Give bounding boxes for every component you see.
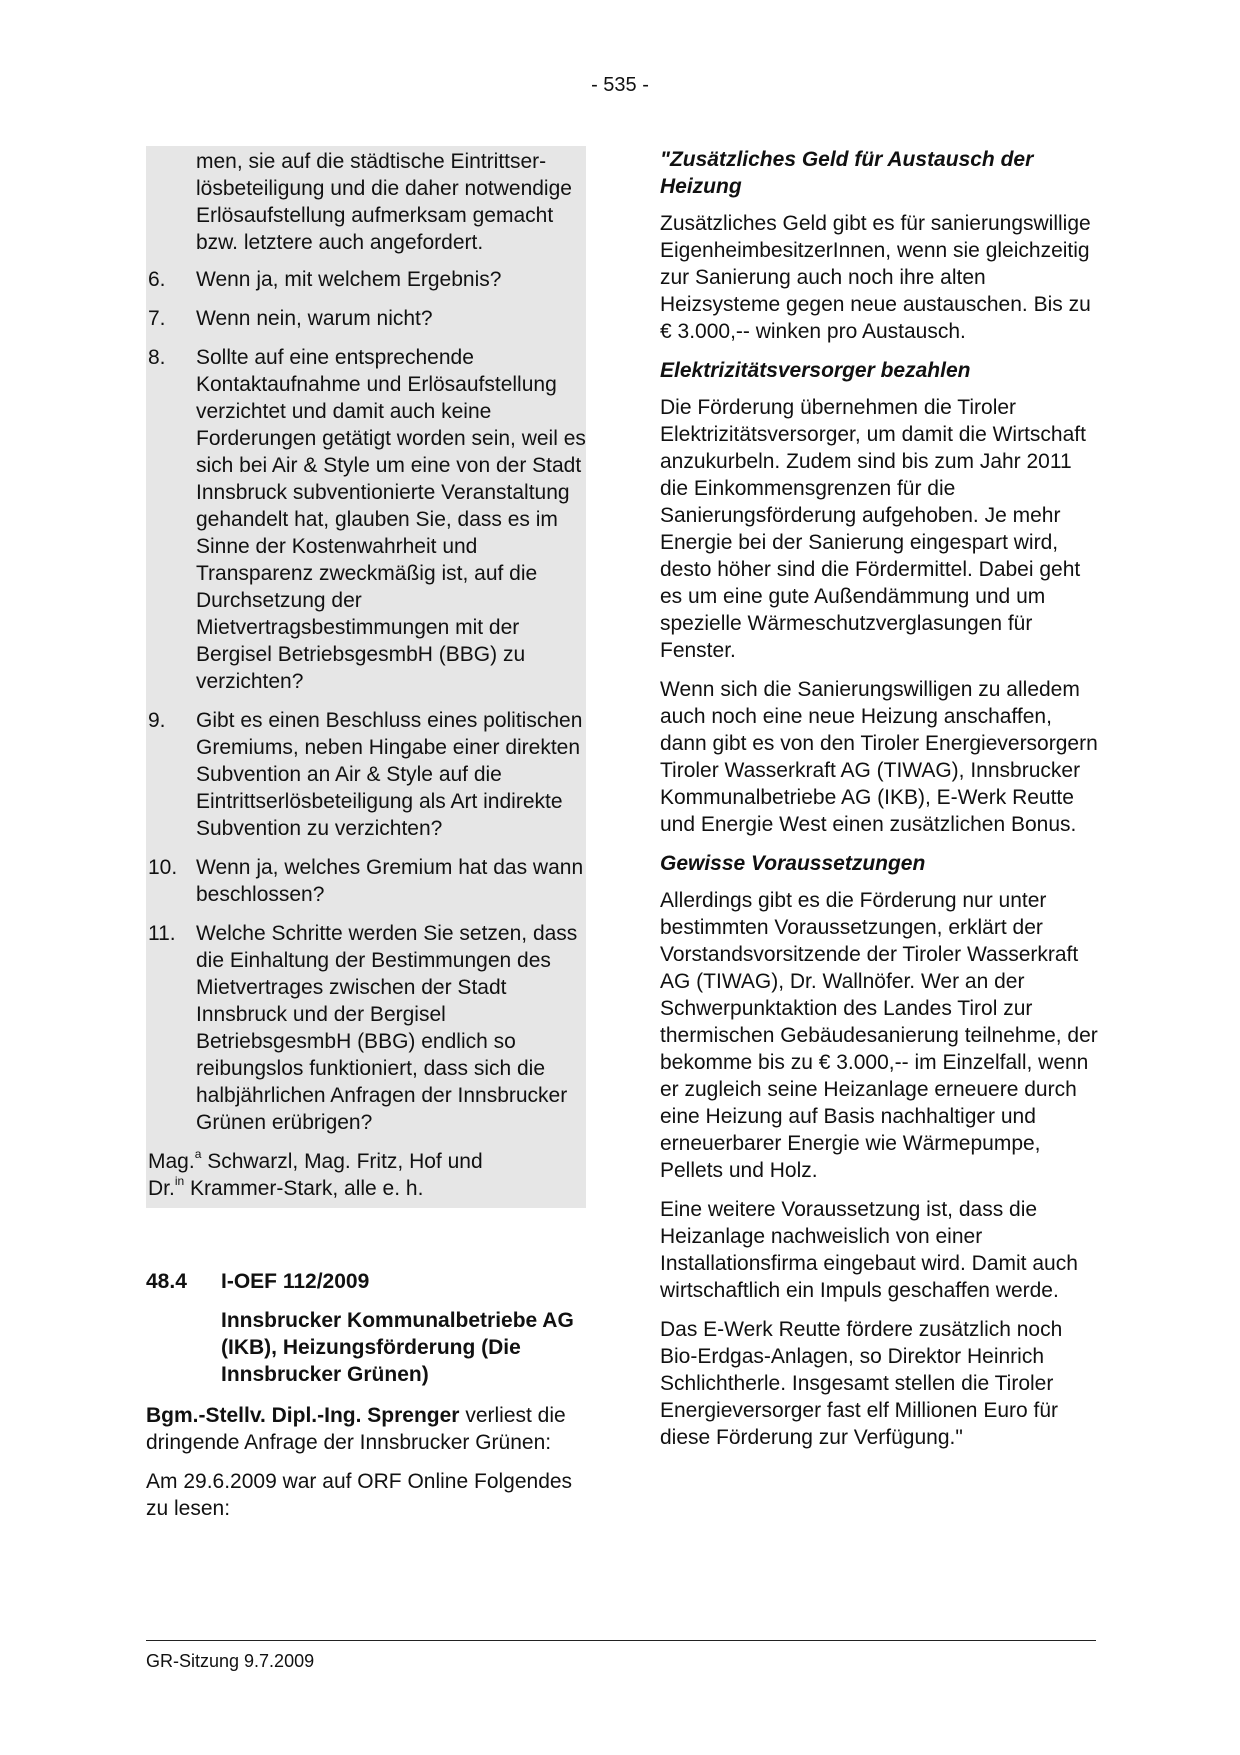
quote-paragraph-2: Die Förderung übernehmen die Tiroler Elektrizitätsversorger, um damit die Wirtschaft anzukurbeln. Zudem sind bis zum Jahr 2011 die Einkommensgrenzen für die Sanierungsförderung aufgehoben. Je mehr Energie bei der Sanierung eingespart wird, desto höher sind die Fördermittel. Dabei geht es um eine gute Außendämmung und um spezielle Wärmeschutzverglasungen für Fenster. [660,396,1086,662]
question-item [148,266,586,293]
signature-dr: Dr. [148,1177,175,1200]
section-heading [146,1268,586,1295]
question-text: Wenn ja, welches Gremium hat das wann beschlossen? [196,856,584,906]
section-number: 48.4 [146,1270,187,1293]
question-item [148,920,586,1136]
quote-paragraph-1: Zusätzliches Geld gibt es für sanierungswillige EigenheimbesitzerInnen, wenn sie gleichzeitig zur Sanierung auch noch ihre alten Heizsysteme gegen neue austauschen. Bis zu € 3.000,-- winken pro Austausch. [660,212,1091,343]
signature-dr-sup: in [174,1174,185,1188]
right-column [660,146,1100,1463]
question-number: 8. [148,346,166,369]
quote-paragraph-3: Wenn sich die Sanierungswilligen zu alledem auch noch eine neue Heizung anschaffen, dann gibt es von den Tiroler Energieversorgern Tiroler Wasserkraft AG (TIWAG), Innsbrucker Kommunalbetriebe AG (IKB), E-Werk Reutte und Energie West einen zusätzlichen Bonus. [660,678,1098,836]
speaker-text: verliest die dringende Anfrage der Innsbrucker Grünen: [146,1404,566,1454]
footer-divider [146,1640,1096,1641]
question-number: 6. [148,268,166,291]
inquiry-intro: men, sie auf die städtische Eintrittserlösbeteiligung und die daher notwendige Erlösaufstellung aufmerksam gemacht bzw. letztere auch angefordert. [196,150,572,254]
signature-mag: Mag. [148,1150,195,1173]
orf-paragraph: Am 29.6.2009 war auf ORF Online Folgendes zu lesen: [146,1470,573,1520]
quote-heading-1: "Zusätzliches Geld für Austausch der Heizung [660,148,1034,198]
question-number: 11. [148,922,176,945]
signature [148,1148,586,1202]
question-text: Welche Schritte werden Sie setzen, dass die Einhaltung der Bestimmungen des Mietvertrages zwischen der Stadt Innsbruck und der Bergisel BetriebsgesmbH (BBG) endlich so reibungslos funktioniert, dass sich die halbjährlichen Anfragen der Innsbrucker Grünen erübrigen? [196,922,578,1134]
question-item [148,854,586,908]
quote-heading-3: Gewisse Voraussetzungen [660,852,926,875]
quote-heading-2: Elektrizitätsversorger bezahlen [660,359,971,382]
section-subtitle: Innsbrucker Kommunalbetriebe AG (IKB), Heizungsförderung (Die Innsbrucker Grünen) [221,1309,574,1386]
question-text: Gibt es einen Beschluss eines politischen Gremiums, neben Hingabe einer direkten Subvention an Air & Style auf die Eintrittserlösbeteiligung als Art indirekte Subvention zu verzichten? [196,709,583,840]
question-number: 7. [148,307,166,330]
question-item [148,707,586,842]
question-text: Wenn ja, mit welchem Ergebnis? [196,268,502,291]
inquiry-box [146,146,586,1208]
question-number: 9. [148,709,166,732]
signature-line1: Schwarzl, Mag. Fritz, Hof und [201,1150,483,1173]
page-number: - 535 - [591,74,649,96]
quote-paragraph-4: Allerdings gibt es die Förderung nur unter bestimmten Voraussetzungen, erklärt der Vorstandsvorsitzende der Tiroler Wasserkraft AG (TIWAG), Dr. Wallnöfer. Wer an der Schwerpunktaktion des Landes Tirol zur thermischen Gebäudesanierung teilnehme, der bekomme bis zu € 3.000,-- im Einzelfall, wenn er zugleich seine Heizanlage erneuere durch eine Heizung auf Basis nachhaltiger und erneuerbarer Energie wie Wärmepumpe, Pellets und Holz. [660,889,1098,1182]
footer-text: GR-Sitzung 9.7.2009 [146,1651,315,1671]
speaker-name: Bgm.-Stellv. Dipl.-Ing. Sprenger [146,1404,460,1427]
signature-line2: Krammer-Stark, alle e. h. [184,1177,424,1200]
signature-mag-sup: a [194,1147,202,1161]
question-item [148,305,586,332]
quote-paragraph-6: Das E-Werk Reutte fördere zusätzlich noch Bio-Erdgas-Anlagen, so Direktor Heinrich Schlichtherle. Insgesamt stellen die Tiroler Energieversorger fast elf Millionen Euro für diese Förderung zur Verfügung." [660,1318,1063,1449]
question-number: 10. [148,856,178,879]
question-text: Wenn nein, warum nicht? [196,307,433,330]
speaker-paragraph [146,1402,586,1456]
left-column [146,146,586,1534]
question-text: Sollte auf eine entsprechende Kontaktaufnahme und Erlösaufstellung verzichtet und damit auch keine Forderungen getätigt worden sein, weil es sich bei Air & Style um eine von der Stadt Innsbruck subventionierte Veranstaltung gehandelt hat, glauben Sie, dass es im Sinne der Kostenwahrheit und Transparenz zweckmäßig ist, auf die Durchsetzung der Mietvertragsbestimmungen mit der Bergisel BetriebsgesmbH (BBG) zu verzichten? [196,346,586,693]
section-code: I-OEF 112/2009 [221,1270,370,1293]
quote-paragraph-5: Eine weitere Voraussetzung ist, dass die Heizanlage nachweislich von einer Installationsfirma eingebaut wird. Damit auch wirtschaftlich ein Impuls geschaffen werde. [660,1198,1078,1302]
question-item [148,344,586,695]
